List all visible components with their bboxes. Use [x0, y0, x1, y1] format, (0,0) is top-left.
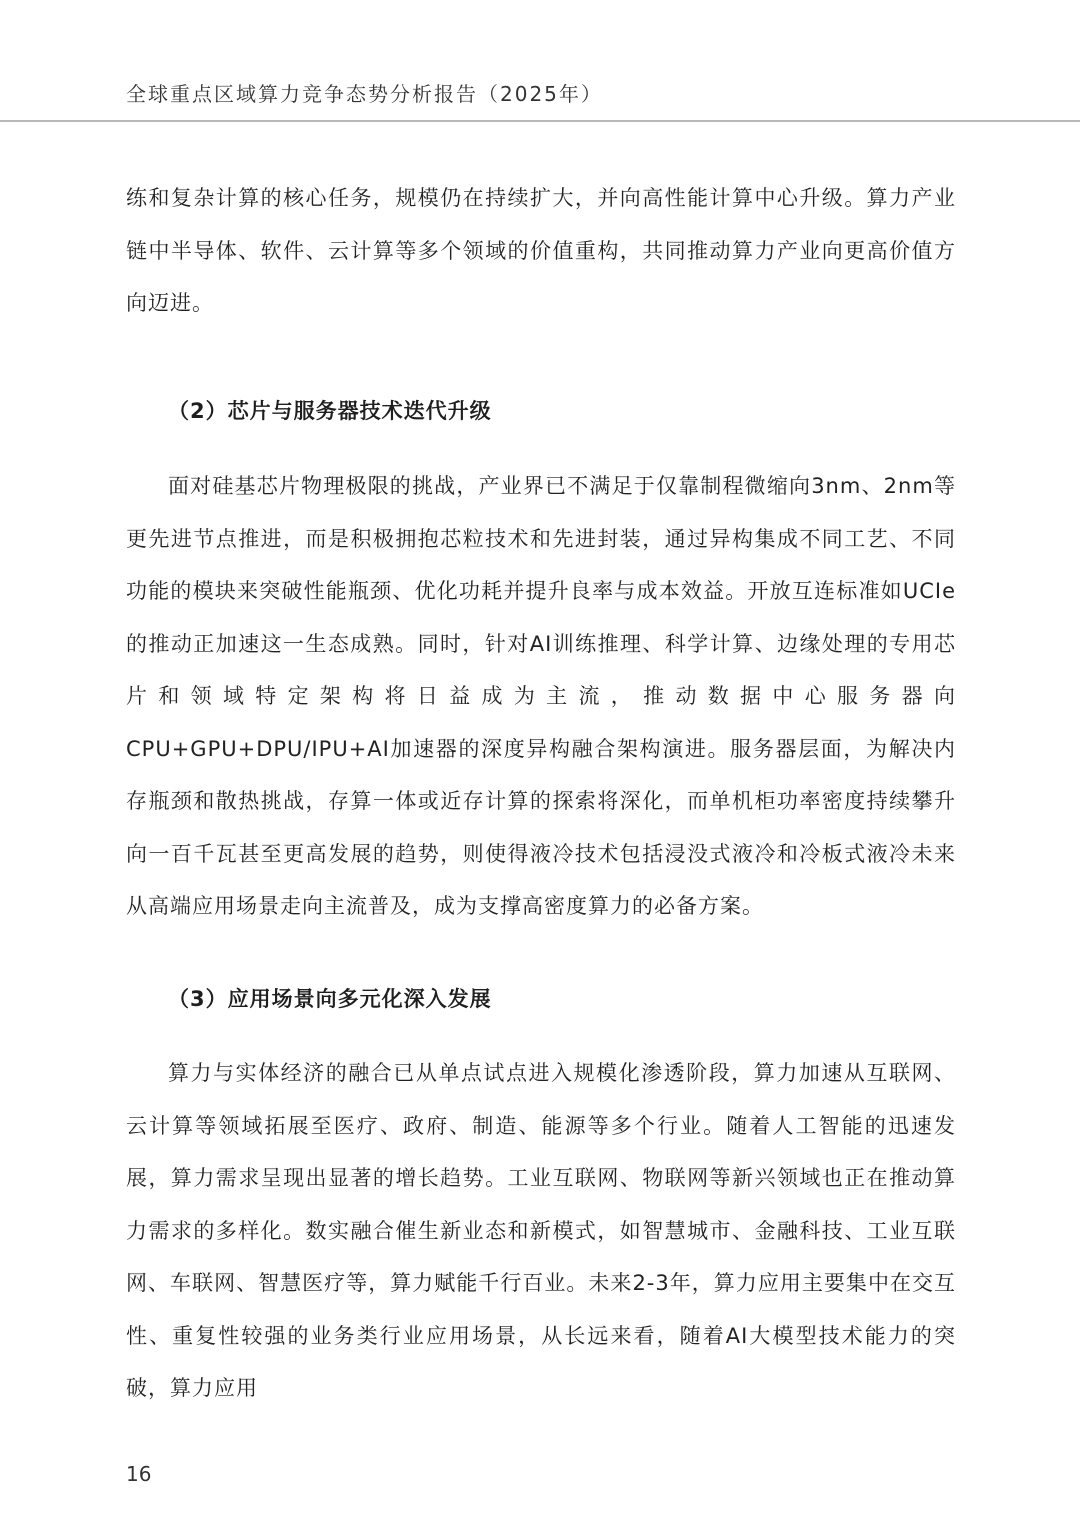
header-divider — [0, 120, 1080, 122]
section-3-heading: （3）应用场景向多元化深入发展 — [168, 987, 492, 1011]
section-3-paragraph: 算力与实体经济的融合已从单点试点进入规模化渗透阶段，算力加速从互联网、云计算等领域拓展至医疗、政府、制造、能源等多个行业。随着人工智能的迅速发展，算力需求呈现出显著的增长趋势。工业互联网、物联网等新兴领域也正在推动算力需求的多样化。数实融合催生新业态和新模式，如智慧城市、金融科技、工业互联网、车联网、智慧医疗等，算力赋能千行百业。未来2-3年，算力应用主要集中在交互性、重复性较强的业务类行业应用场景，从长远来看，随着AI大模型技术能力的突破，算力应用 — [126, 1061, 956, 1400]
section-2-paragraph: 面对硅基芯片物理极限的挑战，产业界已不满足于仅靠制程微缩向3nm、2nm等更先进节点推进，而是积极拥抱芯粒技术和先进封装，通过异构集成不同工艺、不同功能的模块来突破性能瓶颈、优化功耗并提升良率与成本效益。开放互连标准如UCIe的推动正加速这一生态成熟。同时，针对AI训练推理、科学计算、边缘处理的专用芯片和领域特定架构将日益成为主流，推动数据中心服务器向CPU+GPU+DPU/IPU+AI加速器的深度异构融合架构演进。服务器层面，为解决内存瓶颈和散热挑战，存算一体或近存计算的探索将深化，而单机柜功率密度持续攀升向一百千瓦甚至更高发展的趋势，则使得液冷技术包括浸没式液冷和冷板式液冷未来从高端应用场景走向主流普及，成为支撑高密度算力的必备方案。 — [126, 474, 956, 918]
section-2-heading: （2）芯片与服务器技术迭代升级 — [168, 399, 492, 423]
page-number: 16 — [126, 1462, 152, 1486]
running-header-title: 全球重点区域算力竞争态势分析报告（2025年） — [126, 82, 603, 106]
continued-paragraph: 练和复杂计算的核心任务，规模仍在持续扩大，并向高性能计算中心升级。算力产业链中半导体、软件、云计算等多个领域的价值重构，共同推动算力产业向更高价值方向迈进。 — [126, 186, 956, 315]
